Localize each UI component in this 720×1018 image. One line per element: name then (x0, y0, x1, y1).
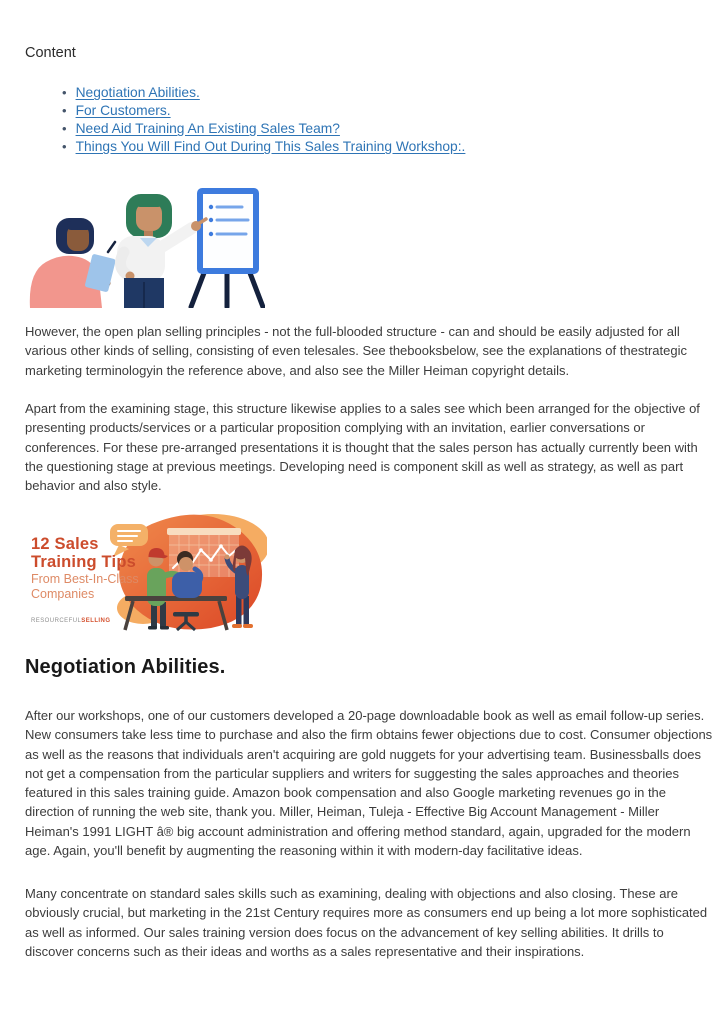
tips-subtitle (31, 572, 139, 601)
bullet-icon: • (62, 85, 67, 100)
listener-figure (30, 218, 116, 308)
toc-link-things-you-will-find-out[interactable]: Things You Will Find Out During This Sales Training Workshop:. (75, 139, 466, 154)
logo-word-resourceful: RESOURCEFUL (31, 618, 82, 624)
presenter-figure (117, 194, 206, 308)
bullet-icon: • (62, 121, 67, 136)
toc-item (62, 84, 465, 102)
toc-link-need-aid-training[interactable]: Need Aid Training An Existing Sales Team? (75, 121, 340, 136)
toc-link-negotiation-abilities[interactable]: Negotiation Abilities. (75, 85, 200, 100)
section-heading-negotiation-abilities: Negotiation Abilities. (25, 656, 226, 678)
paragraph-open-plan-selling: However, the open plan selling principles - not the full-blooded structure - can and should be easily adjusted for all various other kinds of selling, consisting of even telesales. See thebooksbelow, see the explanations of thestrategic marketing terminologyin the reference above, and also see the Miller Heiman copyright details. (25, 324, 687, 378)
whiteboard-chart (167, 528, 241, 577)
tips-title-line2: Training Tips (31, 553, 136, 571)
resourceful-selling-logo (31, 618, 110, 624)
content-label: Content (25, 45, 76, 61)
toc-link-for-customers[interactable]: For Customers. (75, 103, 171, 118)
presentation-flipchart-illustration (20, 186, 265, 308)
toc-item (62, 120, 465, 138)
tips-subtitle-line1: From Best-In-Class (31, 572, 139, 586)
toc-item (62, 138, 465, 156)
logo-word-selling: SELLING (81, 618, 111, 624)
bullet-icon: • (62, 103, 67, 118)
paragraph-examining-stage: Apart from the examining stage, this structure likewise applies to a sales see which been arranged for the objective of presenting products/services or a particular proposition complying with an invitation, earlier conversations or conferences. For these pre-arranged presentations it is thought that the sales person has actually currently been with the questioning stage at previous meetings. Developing need is component skill as well as strategy, as well as part behavior and also style. (25, 401, 700, 494)
toc-item (62, 102, 465, 120)
sales-tips-illustration (15, 508, 267, 633)
flipchart-easel (191, 188, 263, 307)
bullet-icon: • (62, 139, 67, 154)
paragraph-after-our-workshops: After our workshops, one of our customers developed a 20-page downloadable book as well as email follow-up series. New consumers take less time to purchase and also the firm obtains fewer objections due to cost. Consumer objections as well as the reasons that individuals aren't acquiring are gold nuggets for your advertising team. Businessballs does not get a compensation from the particular suppliers and writers for suggesting the sales approaches and theories featured in this sales training guide. Amazon book compensation and also Google marketing revenues go in the direction of running the web site, thank you. Miller, Heiman, Tuleja - Effective Big Account Management - Miller Heiman's 1991 LIGHT â® big account administration and offering method standard, again, upgraded for the modern age. Again, you'll benefit by augmenting the reasoning within it with modern-day facilitative ideas. (25, 708, 713, 859)
tips-subtitle-line2: Companies (31, 586, 95, 601)
tips-title (31, 535, 136, 571)
table-of-contents (62, 84, 465, 156)
paragraph-many-concentrate: Many concentrate on standard sales skills such as examining, dealing with objections and also closing. These are obviously crucial, but marketing in the 21st Century requires more as consumers end up being a lot more sophisticated as well as informed. Our sales training version does focus on the advancement of key selling abilities. It drills to discover concerns such as their ideas and worths as a sales representative and their inspirations. (25, 886, 708, 959)
tips-title-line1: 12 Sales (31, 535, 99, 553)
